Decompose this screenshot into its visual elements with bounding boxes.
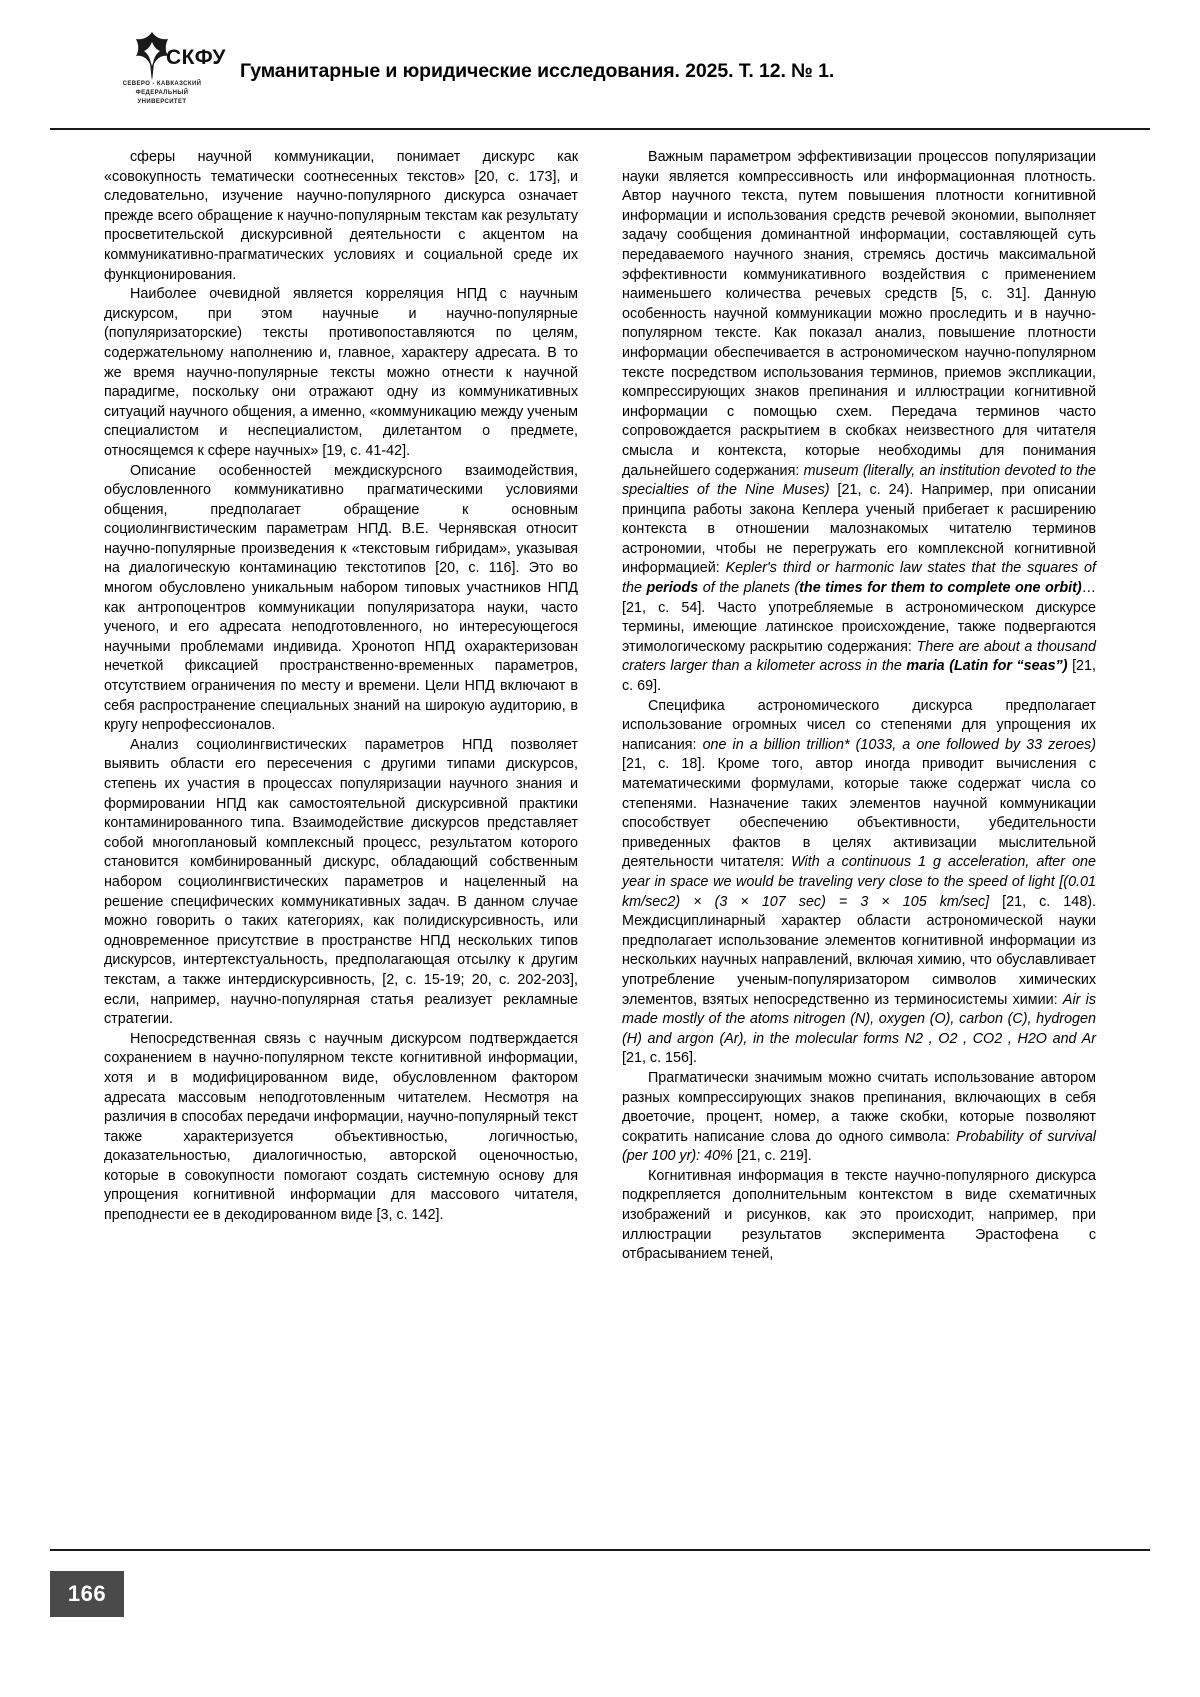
text-run-italic: Probability of survival (per 100 yr): 40% [622, 1128, 1096, 1165]
right-column [622, 148, 1096, 1547]
text-run: [21, с. 24). Например, при описании принципа работы закона Кеплера ученый прибегает к расширению контекста в отношении малознакомых читателю терминов астрономии, чтобы не перегружать его комплексной когнитивной информацией: [622, 482, 1096, 577]
text-run-bold-italic: the times for them to complete one orbit) [799, 580, 1082, 597]
text-run: [21, с. 148). Междисциплинарный характер области астрономической науки предполагает использование элементов когнитивной информации из нескольких научных направлений, включая химию, что обуславливает употребление ученым-популяризатором символов химических элементов, взятых непосредственно из терминосистемы химии: [622, 893, 1096, 1008]
skfu-logo [104, 28, 226, 114]
paragraph: сферы научной коммуникации, понимает дискурс как «совокупность тематически соотнесенных текстов» [20, с. 173], и следовательно, изучение научно-популярного дискурса означает прежде всего обращение к научно-популярным текстам как результату просветительской дискурсивной деятельности с акцентом на коммуникативно-прагматических условиях и социальной среде их функционирования. [104, 149, 578, 283]
text-run: Важным параметром эффективизации процессов популяризации науки является компрессивность или информационная плотность. Автор научного текста, путем повышения плотности когнитивной информации и использования средств речевой экономии, выполняет задачу сообщения доминантной информации, составляющей суть передаваемого научного знания, стремясь достичь максимальной эффективности коммуникативного воздействия с применением наименьшего количества речевых средств [5, с. 31]. Данную особенность научной коммуникации можно проследить и в научно-популярном тексте. Как показал анализ, повышение плотности информации обеспечивается в астрономическом научно-популярном тексте посредством использования терминов, приемов экспликации, компрессирующих знаков препинания и иллюстрации когнитивной информации с помощью схем. Передача терминов часто сопровождается раскрытием в скобках неизвестного для читателя смысла и контекста, которые необходимы для понимания дальнейшего содержания: [622, 149, 1096, 479]
text-run-italic: one in a billion trillion* (1033, a one followed by 33 zeroes) [702, 736, 1096, 753]
paragraph [622, 148, 1096, 697]
paragraph [622, 1069, 1096, 1167]
paragraph: Непосредственная связь с научным дискурсом подтверждается сохранением в научно-популярном тексте когнитивной информации, хотя и в модифицированном виде, обусловленном фактором адресата массовым неподготовленным читателем. Несмотря на различия в способах передачи информации, научно-популярный текст также характеризуется объективностью, логичностью, доказательностью, диалогичностью, авторской оценочностью, которые в совокупности помогают создать системную основу для упрощения когнитивной информации для массового читателя, преподнести ее в декодированном виде [3, с. 142]. [104, 1030, 578, 1224]
article-body [104, 148, 1096, 1547]
text-run-bold-italic: periods [646, 580, 699, 597]
text-run-bold-italic: maria (Latin for “seas”) [906, 658, 1068, 675]
text-run: [21, с. 219]. [732, 1148, 812, 1165]
page-number: 166 [50, 1571, 124, 1617]
journal-title: Гуманитарные и юридические исследования. 2025. Т. 12. № 1. [240, 59, 835, 82]
paragraph [622, 697, 1096, 1069]
header-divider [50, 128, 1150, 130]
text-run-italic: With a continuous 1 g acceleration, after one year in space we would be traveling very close to the speed of light [(0.01 km/sec2) × (3 × 107 sec) = 3 × 105 km/sec] [622, 854, 1097, 910]
text-run-italic: museum (literally, an institution devoted to the specialties of the Nine Muses) [622, 462, 1096, 499]
logo-abbreviation: СКФУ [166, 46, 226, 69]
text-run: Специфика астрономического дискурса предполагает использование огромных чисел со степенями для упрощения их написания: [622, 697, 1096, 753]
page-header [104, 28, 1096, 114]
text-run: [21, с. 156]. [622, 1050, 697, 1067]
text-run-italic: There are about a thousand craters larger than a kilometer across in the [622, 638, 1096, 675]
text-run-italic: Kepler's third or harmonic law states that the squares of the [622, 560, 1096, 597]
paragraph: Наиболее очевидной является корреляция НПД с научным дискурсом, при этом научные и научно-популярные (популяризаторские) тексты противопоставляются по целям, содержательному наполнению и, главное, характеру адресата. В то же время научно-популярные тексты можно отнести к научной парадигме, поскольку они отражают одну из коммуникативных ситуаций научного общения, а именно, «коммуникацию между ученым специалистом и неспециалистом, дилетантом о предмете, относящемся к сфере научных» [19, с. 41-42]. [104, 286, 578, 459]
text-run: [21, с. 18]. Кроме того, автор иногда приводит вычисления с математическими формулами, которые также содержат числа со степенями. Назначение таких элементов научной коммуникации способствует обеспечению объективности, убедительности приведенных фактов в целях активизации мыслительной деятельности читателя: [622, 756, 1096, 871]
paragraph: Описание особенностей междискурсного взаимодействия, обусловленного коммуникативно прагматическими условиями общения, предполагает обращение к основным социолингвистическим параметрам НПД. В.Е. Чернявская относит научно-популярные произведения к «текстовым гибридам», указывая на диалогическую контаминацию текстотипов [20, с. 116]. Это во многом обусловлено уникальным набором типовых участников НПД как антропоцентров коммуникации популяризатора науки, часто ученого, и его адресата неподготовленного, но интересующегося научными проблемами индивида. Хронотоп НПД охарактеризован нечеткой фиксацией пространственно-временных параметров, отсутствием ограничения по месту и времени. Цели НПД включают в себя распространение специальных знаний на широкую аудиторию, в кругу непрофессионалов. [104, 462, 578, 734]
paragraph: Анализ социолингвистических параметров НПД позволяет выявить области его пересечения с другими типами дискурсов, степень их участия в процессах популяризации научного знания и формировании НПД как самостоятельной дискурсивной практики контаминированного типа. Взаимодействие дискурсов представляет собой многоплановый комплексный процесс, результатом которого становится комбинированный дискурс, обладающий собственным набором социолингвистических параметров и нацеленный на решение специфических коммуникативных задач. В данном случае можно говорить о таких категориях, как полидискурсивность, или одновременное присутствие в пространстве НПД нескольких типов дискурсов, интертекстуальность, предполагающая отсылку к другим текстам, а также интердискурсивность, [2, с. 15-19; 20, с. 202-203], если, например, научно-популярная статья реализует рекламные стратегии. [104, 736, 578, 1028]
paragraph: Когнитивная информация в тексте научно-популярного дискурса подкрепляется дополнительным контекстом в виде схематичных изображений и рисунков, как это происходит, например, при иллюстрации результатов эксперимента Эрастофена с отбрасыванием теней, [622, 1167, 1096, 1263]
text-run: … [21, с. 54]. Часто употребляемые в астрономическом дискурсе термины, имеющие латинское происхождение, также подвергаются этимологическому раскрытию содержания: [622, 580, 1096, 655]
text-run: Прагматически значимым можно считать использование автором разных компрессирующих знаков препинания, включающих в себя двоеточие, процент, номер, а также скобки, которые позволяют сократить написание слова до одного символа: [622, 1069, 1096, 1145]
text-run: [21, с. 69]. [622, 658, 1096, 695]
left-column [104, 148, 578, 1547]
logo-caption: СЕВЕРО - КАВКАЗСКИЙ ФЕДЕРАЛЬНЫЙ УНИВЕРСИТЕТ [122, 81, 202, 105]
text-run-italic: of the planets ( [698, 580, 800, 597]
footer-divider [50, 1549, 1150, 1551]
text-run-italic: Air is made mostly of the atoms nitrogen (N), oxygen (O), carbon (C), hydrogen (H) and argon (Ar), in the molecular forms N2 , O2 , CO2 , H2O and Ar [622, 991, 1096, 1047]
